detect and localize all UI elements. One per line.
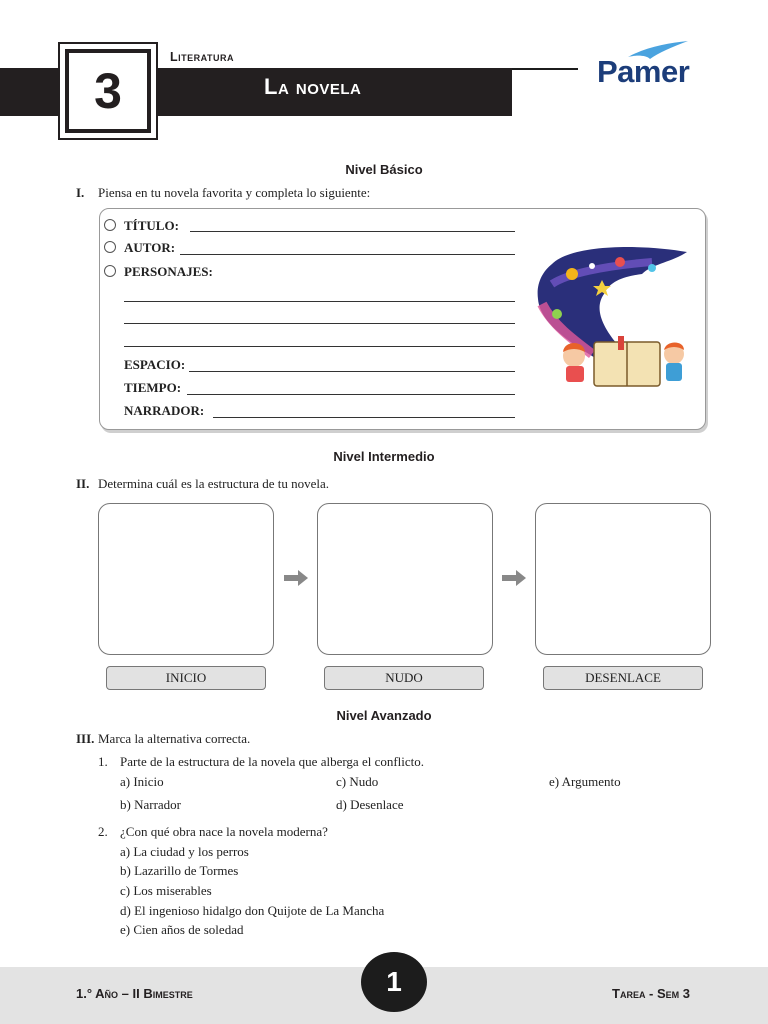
answer-line-tiempo[interactable]: [187, 394, 515, 395]
q1-option-c[interactable]: c) Nudo: [336, 774, 379, 789]
field-label-narrador: NARRADOR:: [124, 403, 205, 418]
q1-text: Parte de la estructura de la novela que alberga el conflicto.: [120, 754, 425, 769]
q2-text: ¿Con qué obra nace la novela moderna?: [120, 824, 328, 839]
label-desenlace: DESENLACE: [543, 666, 703, 690]
answer-line-personajes-1[interactable]: [124, 301, 515, 302]
field-label-autor: AUTOR:: [124, 240, 176, 255]
question-I: [76, 185, 371, 201]
label-inicio: INICIO: [106, 666, 266, 690]
radio-personajes[interactable]: [104, 265, 116, 277]
q1-option-e[interactable]: e) Argumento: [549, 774, 621, 789]
field-label-espacio: ESPACIO:: [124, 357, 186, 372]
chapter-title: La novela: [264, 74, 362, 99]
question-number: I.: [76, 185, 85, 200]
unit-number: 3: [65, 49, 151, 133]
question-number: III.: [76, 731, 95, 746]
answer-line-autor[interactable]: [180, 254, 515, 255]
pamer-logo: Pamer: [597, 54, 690, 89]
answer-line-personajes-2[interactable]: [124, 323, 515, 324]
q2-option-b[interactable]: b) Lazarillo de Tormes: [120, 863, 239, 878]
book-space-illustration: [532, 244, 692, 394]
radio-titulo[interactable]: [104, 219, 116, 231]
field-label-titulo: TÍTULO:: [124, 218, 179, 233]
subject-label: Literatura: [170, 50, 234, 64]
q1-option-a[interactable]: a) Inicio: [120, 774, 164, 789]
radio-autor[interactable]: [104, 241, 116, 253]
structure-box-nudo[interactable]: [317, 503, 493, 655]
page-number: 1: [361, 952, 427, 1012]
footer-assignment: Tarea - Sem 3: [612, 986, 691, 1001]
q1-number: 1.: [98, 754, 108, 769]
question-II: [76, 476, 330, 492]
answer-line-espacio[interactable]: [189, 371, 515, 372]
field-label-tiempo: TIEMPO:: [124, 380, 182, 395]
question-number: II.: [76, 476, 90, 491]
footer-grade: 1.° Año – II Bimestre: [76, 986, 193, 1001]
q2-option-d[interactable]: d) El ingenioso hidalgo don Quijote de La Mancha: [120, 903, 385, 918]
arrow-right-icon: [500, 568, 528, 588]
answer-line-titulo[interactable]: [190, 231, 515, 232]
answer-line-narrador[interactable]: [213, 417, 515, 418]
arrow-right-icon: [282, 568, 310, 588]
answer-line-personajes-3[interactable]: [124, 346, 515, 347]
level-basic-heading: Nivel Básico: [345, 162, 423, 177]
label-nudo: NUDO: [324, 666, 484, 690]
q2-option-e[interactable]: e) Cien años de soledad: [120, 922, 244, 937]
q2-number: 2.: [98, 824, 108, 839]
level-intermediate-heading: Nivel Intermedio: [333, 449, 435, 464]
level-advanced-heading: Nivel Avanzado: [336, 708, 432, 723]
q1-option-b[interactable]: b) Narrador: [120, 797, 181, 812]
structure-box-inicio[interactable]: [98, 503, 274, 655]
q2-option-c[interactable]: c) Los miserables: [120, 883, 212, 898]
question-instruction: Piensa en tu novela favorita y completa lo siguiente:: [98, 185, 371, 200]
question-III: [76, 731, 251, 747]
question-instruction: Marca la alternativa correcta.: [98, 731, 251, 746]
question-instruction: Determina cuál es la estructura de tu novela.: [98, 476, 330, 491]
structure-box-desenlace[interactable]: [535, 503, 711, 655]
q1-option-d[interactable]: d) Desenlace: [336, 797, 404, 812]
field-label-personajes: PERSONAJES:: [124, 264, 213, 279]
q2-option-a[interactable]: a) La ciudad y los perros: [120, 844, 249, 859]
